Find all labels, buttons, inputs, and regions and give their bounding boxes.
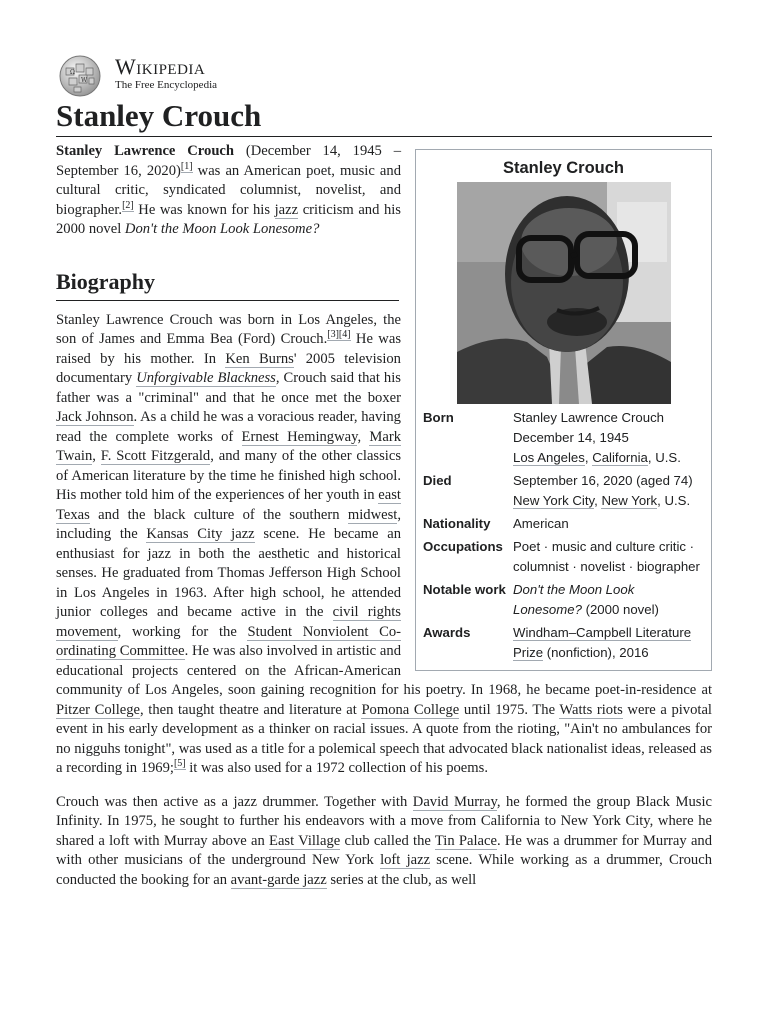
- biography-paragraph: [56, 793, 712, 891]
- infobox-value: [513, 623, 704, 663]
- link-sncc[interactable]: Student Nonviolent Co-ordinating Committee: [56, 623, 401, 659]
- body-text: , he formed the group Black Music Infinity. In 1975, he sought to further his endeavors with a move from California to New York City, where he shared a loft with Murray above an: [56, 793, 712, 849]
- link-avant-garde-jazz[interactable]: avant-garde jazz: [230, 871, 327, 888]
- link-unforgivable-blackness[interactable]: Unforgivable Blackness: [136, 370, 276, 386]
- body-text: , and many of the other classics of American literature by the time he finished high school. His mother told him of the experiences of her youth in: [56, 448, 402, 503]
- body-text: . He was a drummer for Murray and with other musicians of the underground New York: [56, 832, 713, 868]
- infobox-label: Nationality: [423, 516, 491, 531]
- section-heading-biography: Biography: [56, 268, 156, 294]
- infobox-row-awards: [416, 623, 711, 663]
- wikipedia-tagline: The Free Encyclopedia: [115, 79, 218, 91]
- link-california[interactable]: California: [592, 450, 648, 465]
- died-date: September 16, 2020 (aged 74): [513, 473, 693, 488]
- infobox-label: Died: [423, 473, 452, 488]
- infobox-row-notable-work: [416, 580, 711, 620]
- novel-title: Don't the Moon Look Lonesome?: [124, 221, 320, 237]
- body-text: were a pivotal event in his early development as a thinker on racial issues. A quote from the rioting, "Ain't no ambulances for no nigguhs tonight", was used as a title for a polemical speech that advocated black nationalist ideas, released as a recording in 1969;: [56, 701, 712, 776]
- body-text: until 1975. The: [459, 701, 560, 718]
- link-east-texas[interactable]: east Texas: [56, 487, 401, 523]
- link-mark-twain[interactable]: Mark Twain: [56, 428, 401, 464]
- notable-work-title: Don't the Moon Look Lonesome?: [513, 582, 635, 617]
- link-east-village[interactable]: East Village: [269, 832, 341, 849]
- born-name: Stanley Lawrence Crouch: [513, 410, 665, 425]
- infobox-label: Born: [423, 410, 454, 425]
- body-text: ' 2005 television documentary: [56, 350, 401, 386]
- infobox-value: Poet · music and culture critic · columnist · novelist · biographer: [513, 539, 700, 574]
- body-text: scene. He became an enthusiast for jazz in both the aesthetic and historical senses. He graduated from Thomas Jefferson High School in Los Angeles in 1963. After high school, he attended junior colleges and became active in the: [56, 526, 401, 620]
- born-date: December 14, 1945: [513, 430, 629, 445]
- notable-work-year: (2000 novel): [581, 602, 659, 617]
- body-text: club called the: [340, 832, 435, 849]
- link-f-scott-fitzgerald[interactable]: F. Scott Fitzgerald: [100, 448, 211, 464]
- link-jazz[interactable]: jazz: [274, 201, 299, 218]
- wikipedia-wordmark[interactable]: Wikipedia: [115, 54, 206, 79]
- link-los-angeles[interactable]: Los Angeles: [513, 450, 585, 465]
- body-text: , then taught theatre and literature at: [140, 701, 362, 718]
- link-ernest-hemingway[interactable]: Ernest Hemingway: [241, 428, 358, 445]
- body-text: ,: [357, 428, 370, 445]
- infobox-row-occupations: [416, 537, 711, 577]
- infobox-row-born: [416, 408, 711, 468]
- infobox-row-nationality: [416, 514, 711, 534]
- body-text: . As a child he was a voracious reader, having read the complete works of: [56, 409, 401, 445]
- intro-text: was an American poet, music and cultural critic, syndicated columnist, novelist, and biographer.: [56, 162, 402, 218]
- page-title: Stanley Crouch: [56, 98, 262, 133]
- article-content: [56, 142, 712, 904]
- link-civil-rights-movement[interactable]: civil rights movement: [56, 604, 401, 640]
- link-pitzer-college[interactable]: Pitzer College: [56, 701, 141, 718]
- body-text: and the black culture of the southern: [89, 506, 348, 523]
- link-loft-jazz[interactable]: loft jazz: [380, 852, 431, 868]
- title-divider: [56, 136, 712, 137]
- infobox-value: [513, 580, 704, 620]
- body-text: Stanley Lawrence Crouch was born in Los Angeles, the son of James and Emma Bea (Ford) Crouch.: [56, 311, 401, 347]
- link-jack-johnson[interactable]: Jack Johnson: [56, 409, 134, 425]
- body-text: He was raised by his mother. In: [56, 331, 401, 367]
- body-text: series at the club, as well: [326, 871, 477, 888]
- intro-text: He was known for his: [133, 201, 275, 218]
- citation-5[interactable]: [5]: [173, 758, 186, 770]
- infobox-value: September 16, 2020 (aged 74) New York City, New York, U.S.: [513, 473, 693, 508]
- died-country: , U.S.: [657, 493, 691, 508]
- link-david-murray[interactable]: David Murray: [412, 793, 497, 810]
- section-divider: [56, 300, 399, 301]
- born-country: , U.S.: [647, 450, 681, 465]
- infobox-label: Awards: [423, 625, 471, 640]
- infobox-title: Stanley Crouch: [502, 159, 625, 177]
- svg-text:Ω: Ω: [70, 69, 75, 76]
- link-watts-riots[interactable]: Watts riots: [559, 701, 623, 718]
- infobox-value: American: [513, 516, 569, 531]
- infobox-label: Occupations: [423, 539, 503, 554]
- link-kansas-city-jazz[interactable]: Kansas City jazz: [146, 526, 255, 542]
- infobox-value: Stanley Lawrence Crouch December 14, 1945 Los Angeles, California, U.S.: [513, 410, 681, 465]
- body-text: , working for the: [117, 623, 248, 640]
- body-text: scene. While working as a drummer, Crouch conducted the booking for an: [56, 852, 712, 888]
- body-text: , Crouch said that his father was a "criminal" and that he once met the boxer: [56, 370, 401, 406]
- body-text: ,: [92, 448, 101, 464]
- intro-text: (December 14, 1945 – September 16, 2020): [56, 143, 402, 179]
- link-new-york-city[interactable]: New York City: [513, 493, 595, 508]
- svg-text:W: W: [81, 77, 88, 84]
- body-text: . He was also involved in artistic and educational projects centered on the African-American community of Los Angeles, soon gaining recognition for his poetry. In 1968, he became poet-in-residence at: [56, 643, 712, 698]
- wikipedia-globe-icon[interactable]: [56, 54, 104, 98]
- citation-3[interactable]: [3]: [327, 329, 339, 341]
- link-windham-campbell-prize[interactable]: Windham–Campbell Literature Prize: [513, 625, 692, 660]
- subject-name: Stanley Lawrence Crouch: [56, 143, 235, 159]
- link-tin-palace[interactable]: Tin Palace: [434, 832, 497, 849]
- citation-1[interactable]: [1]: [180, 160, 193, 172]
- infobox-label: Notable work: [423, 582, 506, 597]
- infobox: [415, 149, 712, 671]
- link-pomona-college[interactable]: Pomona College: [361, 701, 460, 718]
- body-text: , including the: [56, 506, 401, 542]
- link-ken-burns[interactable]: Ken Burns: [225, 350, 294, 367]
- intro-text: criticism and his 2000 novel: [56, 201, 401, 237]
- portrait-photo[interactable]: [457, 182, 671, 404]
- infobox-row-died: [416, 471, 711, 511]
- link-midwest[interactable]: midwest: [347, 506, 398, 523]
- link-new-york[interactable]: New York: [601, 493, 658, 508]
- body-text: it was also used for a 1972 collection of his poems.: [185, 760, 488, 776]
- body-text: Crouch was then active as a jazz drummer. Together with: [56, 793, 413, 810]
- award-detail: (nonfiction), 2016: [543, 645, 649, 660]
- citation-4[interactable]: [4]: [338, 329, 351, 341]
- citation-2[interactable]: [2]: [122, 199, 134, 211]
